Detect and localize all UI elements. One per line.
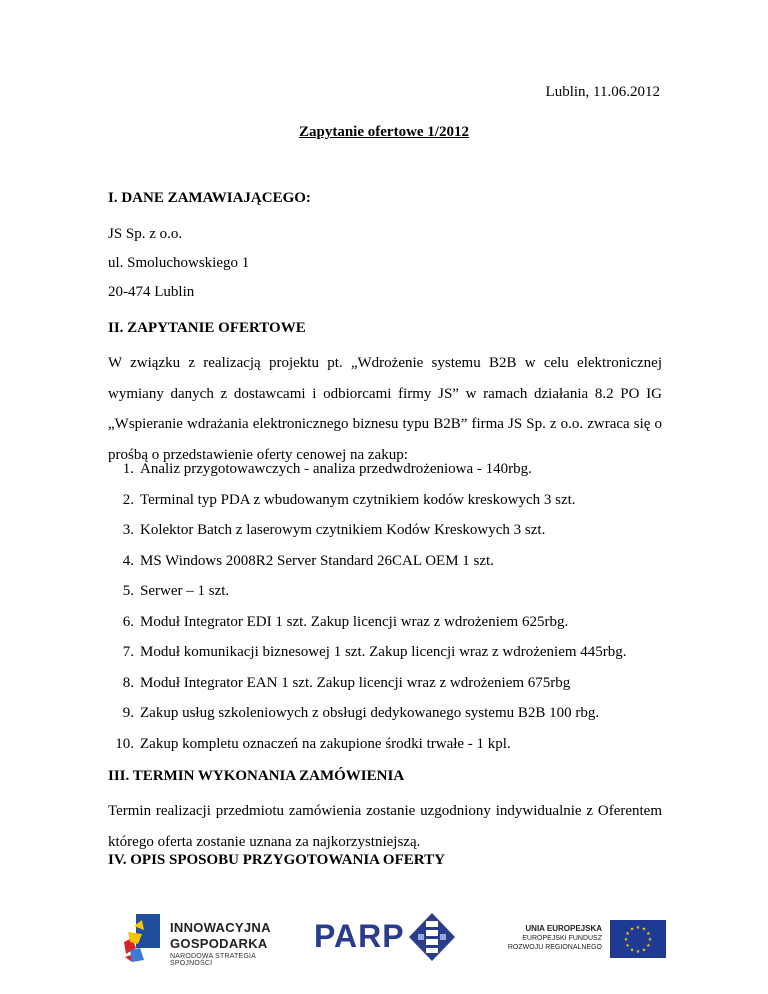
- svg-text:★: ★: [641, 926, 647, 933]
- innowacyjna-gospodarka-logo: [122, 910, 292, 966]
- section-heading-inquiry: II. ZAPYTANIE OFERTOWE: [108, 320, 306, 336]
- deadline-paragraph: Termin realizacji przedmiotu zamówienia zostanie uzgodniony indywidualnie z Oferentem którego oferta zostanie uznana za najkorzystniejszą.: [108, 803, 662, 850]
- svg-text:★: ★: [646, 931, 651, 937]
- parp-diamond-icon: [408, 912, 456, 962]
- footer-logos: [108, 904, 674, 970]
- svg-text:★: ★: [635, 925, 641, 931]
- ig-line-2: GOSPODARKA: [170, 936, 268, 951]
- parp-text: PARP: [314, 918, 405, 954]
- orderer-city: 20-474 Lublin: [108, 284, 195, 300]
- date-line: Lublin, 11.06.2012: [545, 84, 660, 100]
- svg-text:★: ★: [646, 943, 651, 949]
- svg-text:★: ★: [635, 949, 641, 955]
- document-title: Zapytanie ofertowe 1/2012: [299, 124, 469, 140]
- orderer-name: JS Sp. z o.o.: [108, 226, 183, 242]
- list-item: 3. Kolektor Batch z laserowym czytnikiem Kodów Kreskowych 3 szt.: [122, 522, 546, 538]
- eu-line-3: ROZWOJU REGIONALNEGO: [507, 944, 602, 951]
- list-item: 10. Zakup kompletu oznaczeń na zakupione środki trwałe - 1 kpl.: [115, 735, 511, 752]
- svg-text:★: ★: [625, 931, 630, 937]
- inquiry-paragraph: W związku z realizacją projektu pt. „Wdrożenie systemu B2B w celu elektronicznej wymiany danych z dostawcami i odbiorcami firmy JS” w ramach działania 8.2 PO IG „Wspieranie wdrażania elektronicznego biznesu typu B2B” firma JS Sp. z o.o. zwraca się o prośbą o przedstawienie oferty cenowej na zakup:: [108, 355, 662, 463]
- svg-text:★: ★: [625, 943, 630, 949]
- parp-logo: [314, 908, 464, 966]
- list-item: 2. Terminal typ PDA z wbudowanym czytnikiem kodów kreskowych 3 szt.: [122, 491, 576, 508]
- eu-fund-logo: [498, 912, 674, 964]
- section-heading-orderer: I. DANE ZAMAWIAJĄCEGO:: [108, 190, 311, 206]
- eu-line-1: UNIA EUROPEJSKA: [525, 924, 602, 933]
- innovative-economy-icon: [122, 912, 164, 964]
- eu-line-2: EUROPEJSKI FUNDUSZ: [522, 935, 602, 942]
- orderer-street: ul. Smoluchowskiego 1: [108, 255, 250, 271]
- eu-flag-icon: [610, 920, 666, 958]
- ig-line-1: INNOWACYJNA: [170, 920, 271, 935]
- list-item: 5. Serwer – 1 szt.: [122, 583, 230, 599]
- svg-text:★: ★: [647, 937, 653, 943]
- svg-text:★: ★: [623, 937, 629, 943]
- list-item: 9. Zakup usług szkoleniowych z obsługi dedykowanego systemu B2B 100 rbg.: [122, 705, 600, 721]
- svg-text:★: ★: [641, 947, 647, 954]
- svg-text:★: ★: [629, 926, 635, 933]
- svg-text:★: ★: [629, 947, 635, 954]
- list-item: 6. Moduł Integrator EDI 1 szt. Zakup licencji wraz z wdrożeniem 625rbg.: [122, 613, 569, 630]
- list-item: 7. Moduł komunikacji biznesowej 1 szt. Zakup licencji wraz z wdrożeniem 445rbg.: [122, 644, 627, 660]
- list-item: 1. Analiz przygotowawczych - analiza przedwdrożeniowa - 140rbg.: [122, 461, 532, 477]
- purchase-item-list: [108, 454, 668, 759]
- section-heading-offer-preparation: IV. OPIS SPOSOBU PRZYGOTOWANIA OFERTY: [108, 852, 445, 868]
- section-heading-deadline: III. TERMIN WYKONANIA ZAMÓWIENIA: [108, 768, 405, 784]
- list-item: 8. Moduł Integrator EAN 1 szt. Zakup licencji wraz z wdrożeniem 675rbg: [122, 674, 571, 691]
- ig-line-3: NARODOWA STRATEGIA SPÓJNOŚCI: [170, 953, 256, 967]
- list-item: 4. MS Windows 2008R2 Server Standard 26CAL OEM 1 szt.: [122, 552, 494, 569]
